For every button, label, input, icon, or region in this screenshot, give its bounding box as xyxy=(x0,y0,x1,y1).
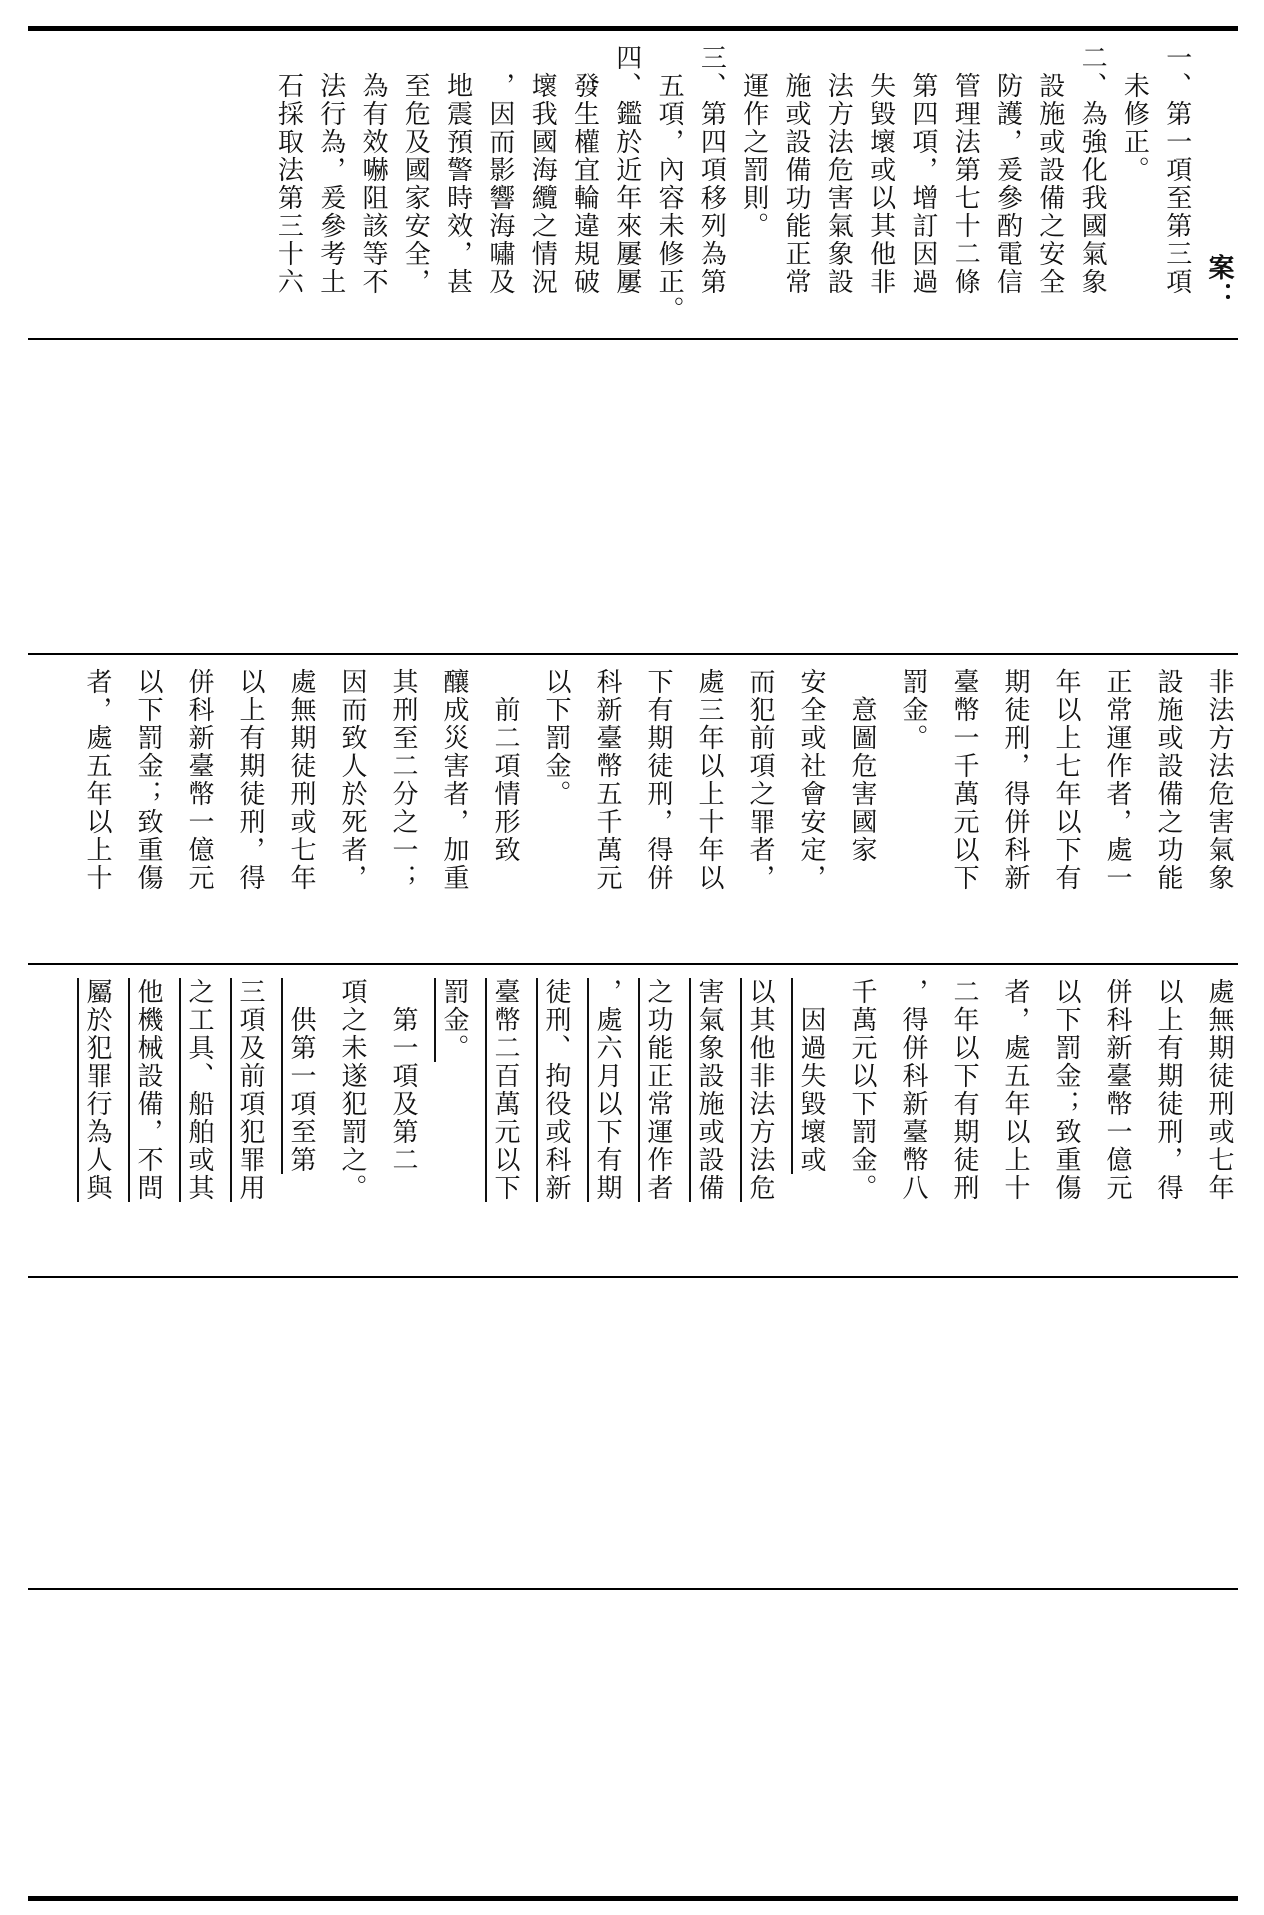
article-line: 下有期徒刑，得併 xyxy=(643,668,673,892)
rule-3 xyxy=(28,963,1238,965)
article-line: 釀成災害者，加重 xyxy=(439,668,469,892)
explanation-line: 未修正。 xyxy=(1119,44,1150,184)
rule-5 xyxy=(28,1588,1238,1590)
top-rule xyxy=(28,26,1238,31)
explanation-line: 管理法第七十二條 xyxy=(950,44,981,296)
explanation-line: 第四項，增訂因過 xyxy=(907,44,938,296)
amended-article-line: ，得併科新臺幣八 xyxy=(898,978,928,1202)
amended-article-line: 項之未遂犯罰之。 xyxy=(337,978,367,1202)
article-line: 因而致人於死者， xyxy=(337,668,367,892)
article-line: 前二項情形致 xyxy=(490,668,520,864)
amended-article-line: 罰金。 xyxy=(439,978,469,1062)
explanation-line: 施或設備功能正常 xyxy=(781,44,811,296)
explanation-line: 設施或設備之安全 xyxy=(1034,44,1065,296)
explanation-line: 壞我國海纜之情況 xyxy=(527,44,558,296)
explanation-line: 為有效嚇阻該等不 xyxy=(358,44,388,296)
amended-article-line: 者，處五年以上十 xyxy=(1000,978,1030,1202)
amended-article-line: 處無期徒刑或七年 xyxy=(1204,978,1234,1202)
explanation-line: 失毀壞或以其他非 xyxy=(865,44,896,296)
explanation-line: 發生權宜輪違規破 xyxy=(569,44,600,296)
explanation-line: 石採取法第三十六 xyxy=(273,44,304,296)
amended-article-line: 因過失毀壞或 xyxy=(796,978,826,1174)
amended-article-line: 徒刑、拘役或科新 xyxy=(541,978,571,1202)
article-line: 非法方法危害氣象 xyxy=(1204,668,1234,892)
article-line: 年以上七年以下有 xyxy=(1051,668,1081,892)
article-line: 安全或社會安定， xyxy=(796,668,826,892)
explanation-line: ，因而影響海嘯及 xyxy=(484,44,515,296)
amended-article-line: 以其他非法方法危 xyxy=(745,978,775,1202)
amended-article-line: 二年以下有期徒刑 xyxy=(949,978,979,1202)
amended-article-line: 併科新臺幣一億元 xyxy=(1102,978,1132,1202)
article-line: 意圖危害國家 xyxy=(847,668,877,864)
amended-article-line: 之工具、船舶或其 xyxy=(184,978,214,1202)
explanation-line: 二、為強化我國氣象 xyxy=(1077,44,1108,296)
amended-article-line: 之功能正常運作者 xyxy=(643,978,673,1202)
explanation-line: 三、第四項移列為第 xyxy=(696,44,727,296)
explanation-line: 運作之罰則。 xyxy=(738,44,769,240)
amended-article-line: 供第一項至第 xyxy=(286,978,316,1174)
article-line: 併科新臺幣一億元 xyxy=(184,668,214,892)
explanation-line: 一、第一項至第三項 xyxy=(1161,44,1192,296)
amended-article-line: ，處六月以下有期 xyxy=(592,978,622,1202)
amended-article-line: 害氣象設施或設備 xyxy=(694,978,724,1202)
article-line: 以下罰金；致重傷 xyxy=(133,668,163,892)
article-line: 臺幣一千萬元以下 xyxy=(949,668,979,892)
article-line: 正常運作者，處一 xyxy=(1102,668,1132,892)
article-line: 其刑至二分之一； xyxy=(388,668,418,892)
article-line: 以下罰金。 xyxy=(541,668,571,808)
amended-article-line: 以上有期徒刑，得 xyxy=(1153,978,1183,1202)
amended-article-line: 屬於犯罪行為人與 xyxy=(82,978,112,1202)
amended-article-line: 以下罰金；致重傷 xyxy=(1051,978,1081,1202)
article-line: 處三年以上十年以 xyxy=(694,668,724,892)
explanation-line: 法行為，爰參考土 xyxy=(315,44,346,296)
article-line: 以上有期徒刑，得 xyxy=(235,668,265,892)
amended-article-line: 臺幣二百萬元以下 xyxy=(490,978,520,1202)
amended-article-line: 千萬元以下罰金。 xyxy=(847,978,877,1202)
bottom-rule xyxy=(28,1896,1238,1901)
rule-4 xyxy=(28,1276,1238,1278)
article-line: 處無期徒刑或七年 xyxy=(286,668,316,892)
rule-1 xyxy=(28,338,1238,340)
rule-2 xyxy=(28,653,1238,655)
explanation-line: 地震預警時效，甚 xyxy=(442,44,473,296)
explanation-line: 五項，內容未修正。 xyxy=(654,44,685,324)
explanation-line: 至危及國家安全， xyxy=(400,44,431,296)
explanation-line: 防護，爰參酌電信 xyxy=(992,44,1023,296)
article-line: 者，處五年以上十 xyxy=(82,668,112,892)
amended-article-line: 他機械設備，不問 xyxy=(133,978,163,1202)
article-line: 罰金。 xyxy=(898,668,928,752)
amended-article-line: 三項及前項犯罪用 xyxy=(235,978,265,1202)
article-line: 科新臺幣五千萬元 xyxy=(592,668,622,892)
article-line: 而犯前項之罪者， xyxy=(745,668,775,892)
article-line: 期徒刑，得併科新 xyxy=(1000,668,1030,892)
explanation-line: 法方法危害氣象設 xyxy=(823,44,854,296)
explanation-line: 四、鑑於近年來屢屢 xyxy=(611,44,642,296)
amended-article-line: 第一項及第二 xyxy=(388,978,418,1174)
article-line: 設施或設備之功能 xyxy=(1153,668,1183,892)
explanation-label: 案： xyxy=(1204,254,1234,310)
